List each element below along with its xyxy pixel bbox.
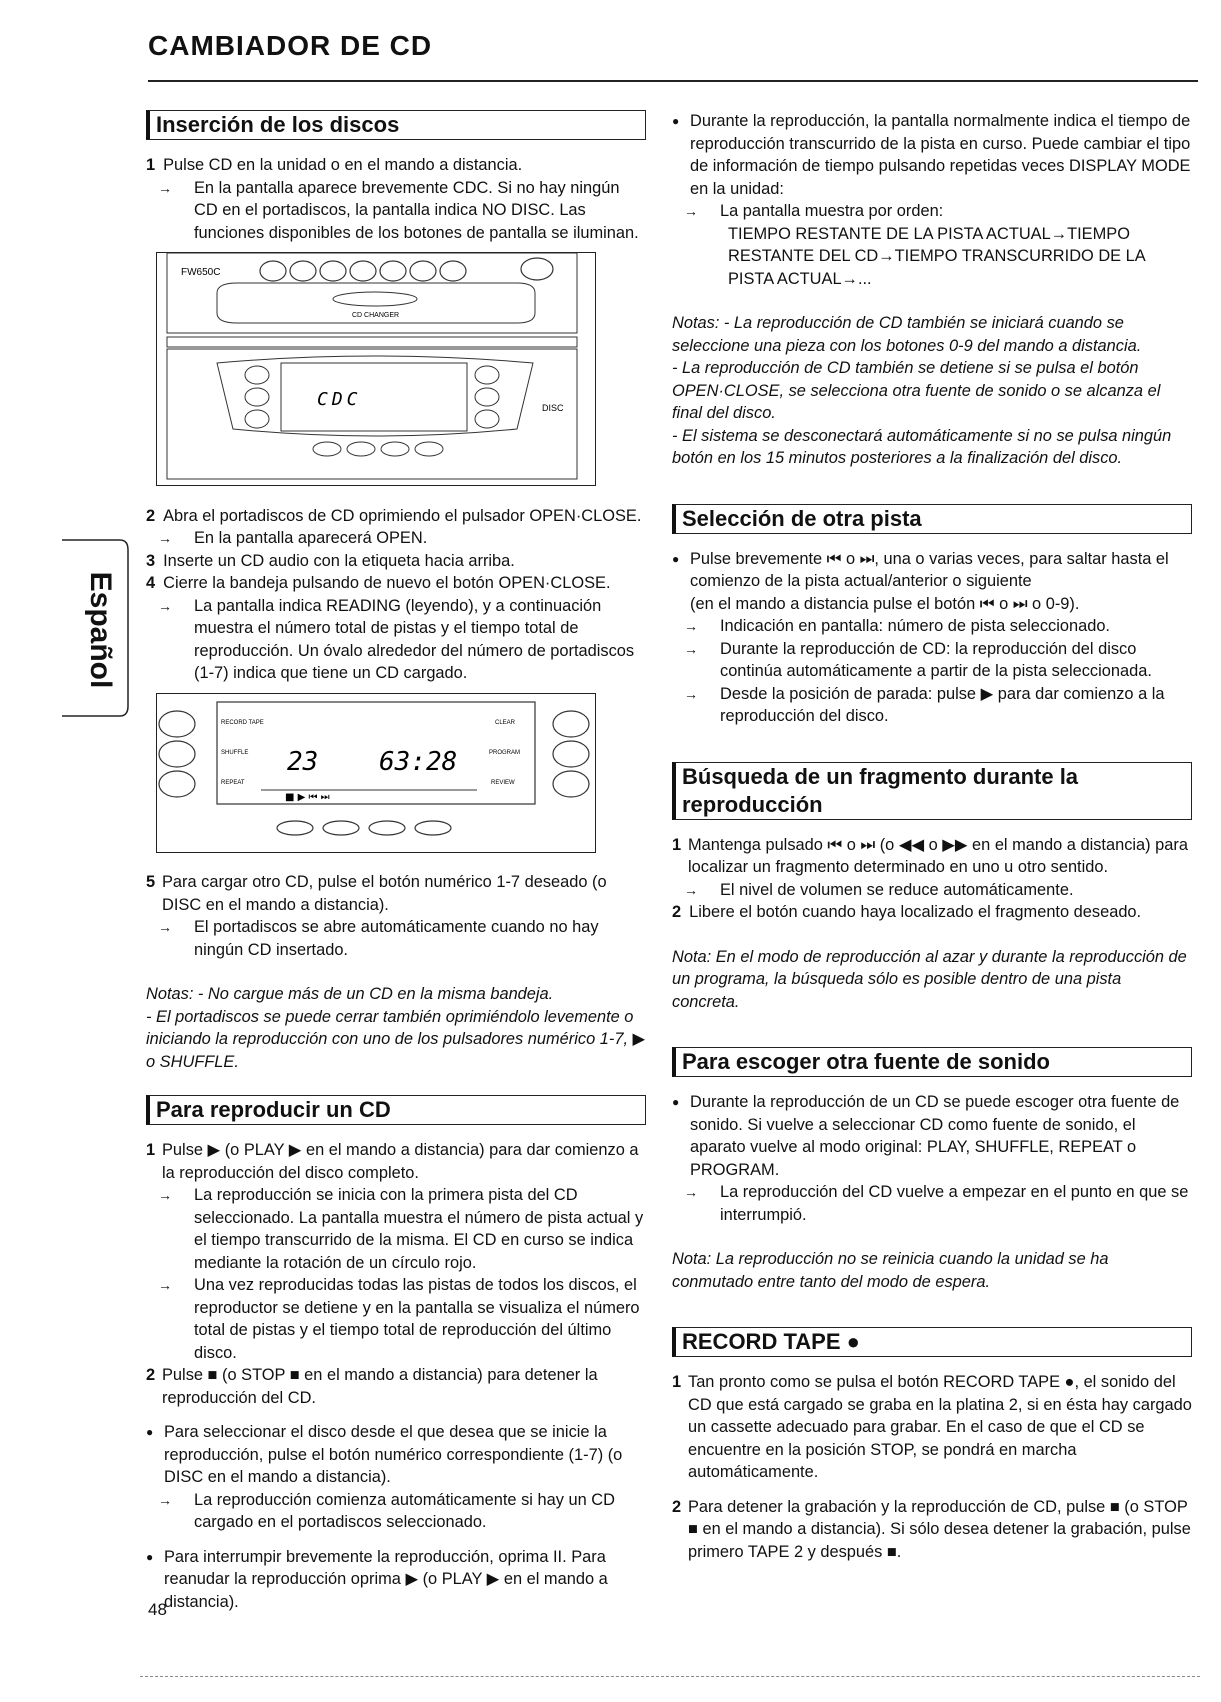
page-title: CAMBIADOR DE CD [148,30,433,61]
bullet-icon: ● [146,1425,154,1439]
left-column [146,110,646,1613]
arrow-icon: → [684,640,698,657]
arrow-icon: → [158,1491,172,1508]
fig1-changer-label: CD CHANGER [352,312,400,319]
record-step-2: 2 Para detener la grabación y la reproducción de CD, pulse ■ (o STOP ■ en el mando a distancia). Si sólo desea detener la grabación, pulse primero TAPE 2 y después ■. [672,1497,1191,1561]
fig1-lcd-text: CDC [317,389,362,410]
figure-display-tracks [156,693,596,853]
step-3: 3 Inserte un CD audio con la etiqueta hacia arriba. [146,551,515,570]
heading-fuente: Para escoger otra fuente de sonido [672,1047,1192,1077]
display-result: → La pantalla muestra por orden: [672,200,1192,223]
note-display-2: - La reproducción de CD también se detiene si se pulsa el botón OPEN·CLOSE, se selecciona otra fuente de sonido o se alcanza el final del disco. [672,359,1161,422]
arrow-icon: → [684,1184,698,1200]
step-4: 4 Cierre la bandeja pulsando de nuevo el botón OPEN·CLOSE. [146,574,611,592]
arrow-icon: → [158,1277,172,1293]
note-insercion-2: - El portadiscos se puede cerrar también oprimiéndolo levemente o iniciando la reproducción con uno de los pulsadores numérico 1-7, ▶ o SHUFFLE. [146,1007,646,1071]
note-insercion-1: Notas: - No cargue más de un CD en la misma bandeja. [146,985,554,1003]
fuente-bullet: ● Durante la reproducción de un CD se puede escoger otra fuente de sonido. Si vuelve a seleccionar CD como fuente de sonido, el aparato vuelve al modo original: PLAY, SHUFFLE, REPEAT o PROGRAM. [672,1091,1192,1181]
fig2-lcd-tracks: 23 [287,746,319,777]
fig2-shuffle-label: SHUFFLE [221,749,249,756]
figure-cd-changer-panel [156,252,596,486]
title-rule [148,80,1198,82]
fig2-lcd-time: 63:28 [379,746,458,777]
step-1: 1 Pulse CD en la unidad o en el mando a distancia. [146,156,523,174]
fig2-record-label: RECORD TAPE [221,719,264,726]
fig2-repeat-label: REPEAT [221,779,245,786]
seleccion-bullet: ● Pulse brevemente ⏮ o ⏭, una o varias veces, para saltar hasta el comienzo de la pista actual/anterior o siguiente [672,548,1192,593]
step-2: 2 Abra el portadiscos de CD oprimiendo el pulsador OPEN·CLOSE. [146,506,642,525]
step-5: 5 Para cargar otro CD, pulse el botón numérico 1-7 deseado (o DISC en el mando a distancia). [146,873,607,914]
note-busqueda: Nota: En el modo de reproducción al azar y durante la reproducción de un programa, la búsqueda sólo es posible dentro de una pista concreta. [672,947,1187,1011]
note-display-1: Notas: - La reproducción de CD también se iniciará cuando se seleccione una pieza con los botones 0-9 del mando a distancia. [672,314,1142,355]
heading-busqueda: Búsqueda de un fragmento durante la reproducción [672,762,1192,820]
play-step-2: 2 Pulse ■ (o STOP ■ en el mando a distancia) para detener la reproducción del CD. [146,1366,598,1407]
fig2-transport-icons: ■ ▶ ⏮ ⏭ [285,791,330,803]
busqueda-step-1: 1 Mantenga pulsado ⏮ o ⏭ (o ◀◀ o ▶▶ en el mando a distancia) para localizar un fragmento determinado en uno u otro sentido. [672,835,1188,876]
heading-insercion: Inserción de los discos [146,110,646,140]
display-order: TIEMPO RESTANTE DE LA PISTA ACTUAL→TIEMPO RESTANTE DEL CD→TIEMPO TRANSCURRIDO DE LA PISTA ACTUAL→... [728,224,1145,288]
seleccion-remote: (en el mando a distancia pulse el botón ⏮ o ⏭ o 0-9). [690,594,1080,613]
seleccion-result-1: → Indicación en pantalla: número de pista seleccionado. [672,615,1192,638]
play-result-2: → Una vez reproducidas todas las pistas de todos los discos, el reproductor se detiene y en la pantalla se visualiza el número total de pistas y el tiempo total de reproducción del último disco. [146,1274,646,1364]
fig1-disc-label: DISC [542,403,564,413]
arrow-icon: → [158,1187,172,1203]
busqueda-result-1: → El nivel de volumen se reduce automáticamente. [672,879,1192,902]
seleccion-result-3: → Desde la posición de parada: pulse ▶ para dar comienzo a la reproducción del disco. [672,683,1192,728]
side-tab-label: Español [84,571,117,689]
note-fuente: Nota: La reproducción no se reinicia cuando la unidad se ha conmutado entre tanto del modo de espera. [672,1250,1109,1291]
bullet-icon: ● [672,1095,680,1109]
play-bullet-1-result: → La reproducción comienza automáticamente si hay un CD cargado en el portadiscos seleccionado. [146,1489,646,1534]
busqueda-step-2: 2 Libere el botón cuando haya localizado el fragmento deseado. [672,903,1142,921]
arrow-icon: → [158,919,172,935]
disc-buttons-row [260,258,553,281]
arrow-icon: → [158,179,172,196]
arrow-icon: → [158,530,172,546]
arrow-icon: → [684,203,698,219]
bullet-icon: ● [672,551,680,566]
fig2-program-label: PROGRAM [489,749,521,756]
heading-record: RECORD TAPE ● [672,1327,1192,1357]
play-bullet-2: ● Para interrumpir brevemente la reproducción, oprima II. Para reanudar la reproducción oprima ▶ (o PLAY ▶ en el mando a distancia). [146,1546,646,1614]
play-step-1: 1 Pulse ▶ (o PLAY ▶ en el mando a distancia) para dar comienzo a la reproducción del disco completo. [146,1141,639,1182]
play-result-1: → La reproducción se inicia con la primera pista del CD seleccionado. La pantalla muestra el número de pista actual y el tiempo transcurrido de la misma. El CD en curso se indica mediante la rotación de un círculo rojo. [146,1184,646,1274]
arrow-icon: → [684,685,698,702]
result-2: → En la pantalla aparecerá OPEN. [146,527,646,550]
arrow-icon: → [684,618,698,634]
bullet-icon: ● [672,114,680,128]
fig2-clear-label: CLEAR [495,719,516,726]
fig2-review-label: REVIEW [491,779,515,786]
heading-seleccion: Selección de otra pista [672,504,1192,534]
result-1: → En la pantalla aparece brevemente CDC. Si no hay ningún CD en el portadiscos, la pantalla indica NO DISC. Las funciones disponibles de los botones de pantalla se iluminan. [146,177,646,245]
play-bullet-1: ● Para seleccionar el disco desde el que desea que se inicie la reproducción, pulse el botón numérico correspondiente (1-7) (o DISC en el mando a distancia). [146,1421,646,1489]
bullet-icon: ● [146,1549,154,1564]
record-step-1: 1 Tan pronto como se pulsa el botón RECORD TAPE ●, el sonido del CD que está cargado se graba en la platina 2, si en ésta hay cargado un cassette adecuado para grabar. En el caso de que el CD se encuentre en la posición STOP, se pondrá en marcha automáticamente. [672,1373,1192,1481]
seleccion-result-2: → Durante la reproducción de CD: la reproducción del disco continúa automáticamente a partir de la pista seleccionada. [672,638,1192,683]
page-number: 48 [148,1600,167,1619]
note-display-3: - El sistema se desconectará automáticamente si no se pulsa ningún botón en los 15 minutos posteriores a la finalización del disco. [672,426,1172,467]
result-4: → La pantalla indica READING (leyendo), y a continuación muestra el número total de pistas y el tiempo total de reproducción. Un óvalo alrededor del número de portadiscos (1-7) indica que tiene un CD cargado. [146,595,646,685]
right-column [672,110,1192,1563]
scan-artifact-line [140,1676,1200,1681]
heading-reproducir: Para reproducir un CD [146,1095,646,1125]
fuente-result: → La reproducción del CD vuelve a empezar en el punto en que se interrumpió. [672,1181,1192,1226]
arrow-icon: → [684,881,698,898]
result-5: → El portadiscos se abre automáticamente cuando no hay ningún CD insertado. [146,916,646,961]
arrow-icon: → [158,597,172,614]
fig1-model-label: FW650C [181,267,221,278]
display-bullet: ● Durante la reproducción, la pantalla normalmente indica el tiempo de reproducción transcurrido de la pista en curso. Puede cambiar el tipo de información de tiempo pulsando repetidas veces DISPLAY MODE en la unidad: [672,110,1192,200]
